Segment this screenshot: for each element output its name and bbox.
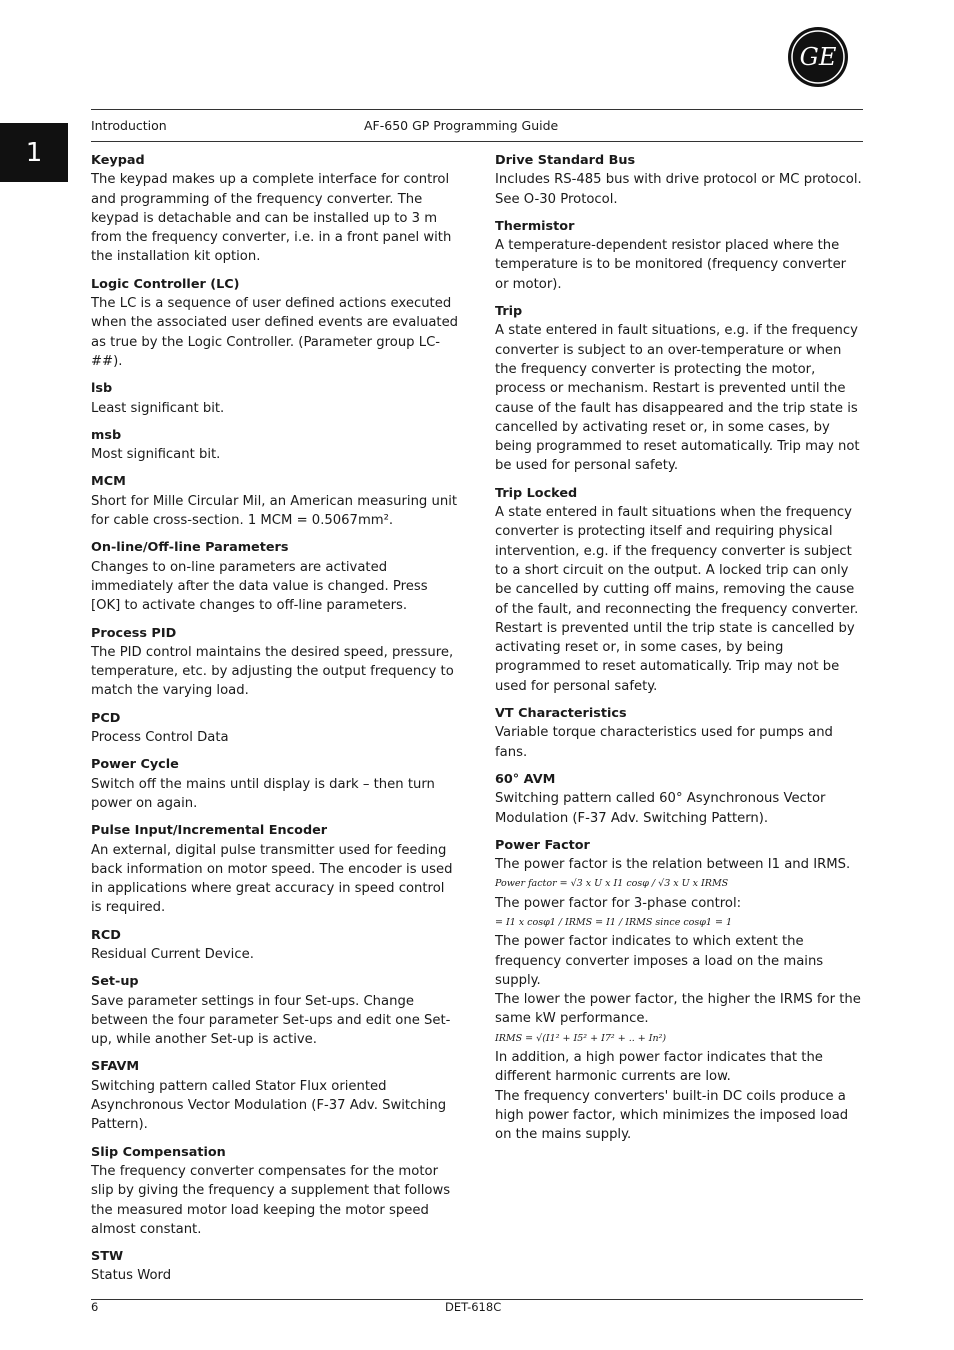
term: Pulse Input/Incremental Encoder [91,823,328,839]
definition: A temperature-dependent resistor placed where the temperature is to be monitored (frequency converter or motor). [495,238,847,292]
term: MCM [91,474,126,490]
definition: Least significant bit. [91,400,225,416]
paragraph: The frequency converters' built-in DC coils produce a high power factor, which minimizes the imposed load on the mains supply. [495,1088,849,1143]
definition: Residual Current Device. [91,946,254,962]
chapter-tab [0,123,68,182]
term: msb [91,427,122,443]
definition: The keypad makes up a complete interface for control and programming of the frequency converter. The keypad is detachable and can be installed up to 3 m from the frequency converter, i.e. in a front panel with the installation kit option. [91,172,452,265]
term: STW [91,1249,124,1265]
header-rule-bottom [91,141,863,142]
definition: Variable torque characteristics used for pumps and fans. [495,725,833,760]
right-column [495,151,863,1145]
definition: Process Control Data [91,730,229,746]
power-factor-3phase-formula: = I1 x cosφ1 / IRMS = I1 / IRMS since cosφ1 = 1 [495,916,733,928]
term: Keypad [91,153,145,168]
term: PCD [91,710,121,726]
definition: Most significant bit. [91,447,221,463]
irms-formula: IRMS = √(I1² + I5² + I7² + .. + In²) [495,1032,667,1044]
definition: Changes to on-line parameters are activated immediately after the data value is changed. Press [OK] to activate changes to off-line parameters. [91,559,428,614]
paragraph: The power factor for 3-phase control: [495,895,742,911]
term: RCD [91,927,121,943]
definition: Includes RS-485 bus with drive protocol or MC protocol. See O-30 Protocol. [495,172,862,207]
power-factor-formula: Power factor = √3 x U x I1 cosφ / √3 x U x IRMS [495,878,729,890]
term: Logic Controller (LC) [91,276,240,292]
paragraph: The power factor indicates to which extent the frequency converter imposes a load on the mains supply. [495,934,824,988]
paragraph: The lower the power factor, the higher the IRMS for the same kW performance. [495,992,861,1027]
term: Trip [495,304,523,320]
svg-text:GE: GE [799,43,837,71]
chapter-number: 1 [25,137,43,168]
term: Power Cycle [91,757,179,773]
header-title: AF-650 GP Programming Guide [364,118,559,133]
definition: A state entered in fault situations when the frequency converter is protecting itself and requiring physical intervention, e.g. if the frequency converter is subject to a short circuit on the output. A locked trip can only be cancelled by cutting off mains, removing the cause of the fault, and reconnecting the frequency converter. Restart is prevented until the trip state is cancelled by activating reset or, in some cases, by being programmed to reset automatically. Trip may not be used for personal safety. [495,505,859,694]
definition: Switching pattern called Stator Flux oriented Asynchronous Vector Modulation (F-37 Adv. Switching Pattern). [91,1078,447,1133]
term: Drive Standard Bus [495,153,636,168]
term: VT Characteristics [495,706,627,722]
ge-logo [787,26,849,88]
definition: The LC is a sequence of user defined actions executed when the associated user defined events are evaluated as true by the Logic Controller. (Parameter group LC-##). [91,296,459,369]
term: 60° AVM [495,771,556,787]
term: Power Factor [495,837,590,853]
paragraph: In addition, a high power factor indicates that the different harmonic currents are low. [495,1050,823,1085]
definition: An external, digital pulse transmitter used for feeding back information on motor speed. The encoder is used in applications where great accuracy in speed control is required. [91,842,453,916]
definition: The power factor is the relation between I1 and IRMS. [495,857,851,873]
definition: Status Word [91,1268,172,1284]
term: lsb [91,381,113,397]
term: Set-up [91,974,139,990]
left-column [91,151,459,1286]
document-code: DET-618C [445,1300,502,1314]
header-section: Introduction [91,118,167,133]
definition: Switching pattern called 60° Asynchronous Vector Modulation (F-37 Adv. Switching Pattern). [495,791,826,826]
header-rule-top [91,109,863,110]
term: On-line/Off-line Parameters [91,540,289,556]
definition: The frequency converter compensates for the motor slip by giving the frequency a supplement that follows the measured motor load keeping the motor speed almost constant. [91,1163,451,1237]
page-number: 6 [91,1300,99,1314]
definition: Short for Mille Circular Mil, an American measuring unit for cable cross-section. 1 MCM = 0.5067mm². [91,493,458,529]
term: Process PID [91,625,177,641]
term: SFAVM [91,1059,140,1075]
definition: Switch off the mains until display is dark – then turn power on again. [91,776,435,811]
term: Trip Locked [495,485,578,501]
definition: The PID control maintains the desired speed, pressure, temperature, etc. by adjusting the output frequency to match the varying load. [91,644,454,699]
definition: A state entered in fault situations, e.g. if the frequency converter is subject to an over-temperature or when the frequency converter is protecting the motor, process or mechanism. Restart is prevented until the cause of the fault has disappeared and the trip state is cancelled by activating reset or, in some cases, by being programmed to reset automatically. Trip may not be used for personal safety. [495,323,860,474]
term: Thermistor [495,218,575,234]
term: Slip Compensation [91,1144,226,1160]
definition: Save parameter settings in four Set-ups. Change between the four parameter Set-ups and edit one Set-up, while another Set-up is active. [91,993,451,1048]
